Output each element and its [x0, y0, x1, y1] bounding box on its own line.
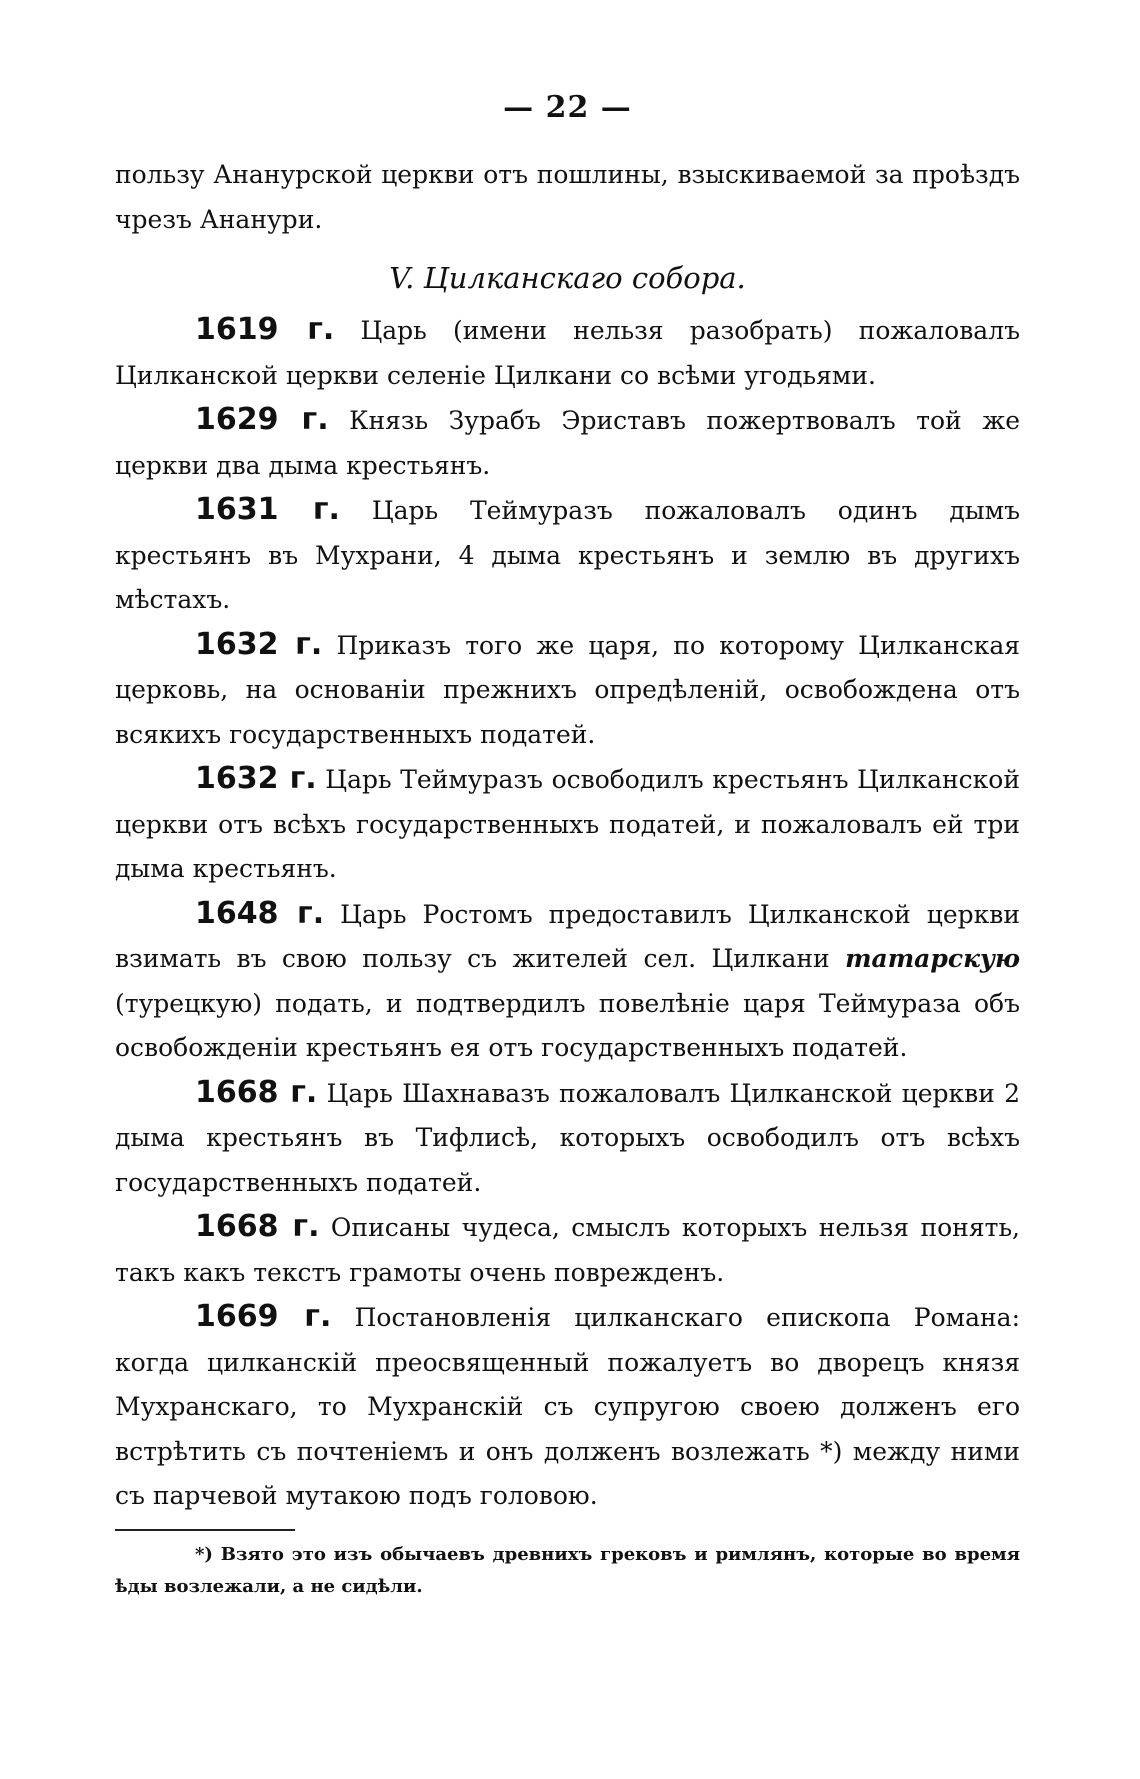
- entry-text: Царь (имени нельзя разобрать) пожаловалъ Цилканской церкви селеніе Цилкани со всѣми угодьями.: [115, 316, 1020, 390]
- entry-1629: [115, 398, 1020, 488]
- entry-year: 1629 г.: [195, 402, 329, 437]
- entry-text: Царь Теймуразъ пожаловалъ одинъ дымъ крестьянъ въ Мухрани, 4 дыма крестьянъ и землю въ другихъ мѣстахъ.: [115, 496, 1020, 614]
- entry-text: Царь Теймуразъ освободилъ крестьянъ Цилканской церкви отъ всѣхъ государственныхъ податей, и пожаловалъ ей три дыма крестьянъ.: [115, 765, 1020, 883]
- footnote-divider: [115, 1529, 295, 1531]
- entry-1648: [115, 892, 1020, 1071]
- entry-text: Описаны чудеса, смыслъ которыхъ нельзя понять, такъ какъ текстъ грамоты очень поврежденъ.: [115, 1213, 1021, 1287]
- entry-text-before: Царь Ростомъ предоставилъ Цилканской церкви взимать въ свою пользу съ жителей сел. Цилкани: [115, 899, 1021, 973]
- entry-1619: [115, 308, 1020, 398]
- entry-1669: [115, 1295, 1020, 1519]
- entry-year: 1631 г.: [195, 492, 340, 527]
- entry-year: 1632 г.: [195, 761, 317, 796]
- entry-text: Постановленія цилканскаго епископа Романа: когда цилканскій преосвященный пожалуетъ во дворецъ князя Мухранскаго, то Мухранскій съ супругою своею долженъ его встрѣтить съ почтеніемъ и онъ долженъ возлежать *) между ними съ парчевой мутакою подъ головою.: [115, 1303, 1020, 1510]
- entry-year: 1632 г.: [195, 626, 323, 662]
- entry-year: 1648 г.: [195, 895, 325, 931]
- entry-text: Приказъ того же царя, по которому Цилканская церковь, на основаніи прежнихъ опредѣленій, освобождена отъ всякихъ государственныхъ податей.: [115, 630, 1021, 749]
- document-page: [115, 90, 1020, 1603]
- entry-1668-a: [115, 1071, 1020, 1206]
- entry-text: Князь Зурабъ Эриставъ пожертвовалъ той же церкви два дыма крестьянъ.: [115, 406, 1021, 480]
- entry-1632-a: [115, 623, 1020, 758]
- entry-1631: [115, 488, 1020, 623]
- intro-paragraph: пользу Ананурской церкви отъ пошлины, взыскиваемой за проѣздъ чрезъ Ананури.: [115, 160, 1020, 234]
- entry-year: 1668 г.: [195, 1074, 318, 1110]
- entry-italic-word: татарскую: [845, 944, 1020, 973]
- entry-year: 1619 г.: [195, 312, 335, 347]
- entry-text: Царь Шахнавазъ пожаловалъ Цилканской церкви 2 дыма крестьянъ въ Тифлисѣ, которыхъ освободилъ отъ всѣхъ государственныхъ податей.: [115, 1078, 1021, 1197]
- section-title: V. Цилканскаго собора.: [389, 261, 746, 295]
- entry-text-after: (турецкую) подать, и подтвердилъ повелѣніе царя Теймураза объ освобожденіи крестьянъ ея отъ государственныхъ податей.: [115, 988, 1020, 1062]
- entry-1668-b: [115, 1205, 1020, 1295]
- footnote: *) Взято это изъ обычаевъ древнихъ грековъ и римлянъ, которые во время ѣды возлежали, а не сидѣли.: [115, 1543, 1020, 1597]
- entry-year: 1669 г.: [195, 1299, 332, 1334]
- page-number: — 22 —: [503, 90, 632, 125]
- entry-year: 1668 г.: [195, 1209, 320, 1244]
- entry-1632-b: [115, 757, 1020, 892]
